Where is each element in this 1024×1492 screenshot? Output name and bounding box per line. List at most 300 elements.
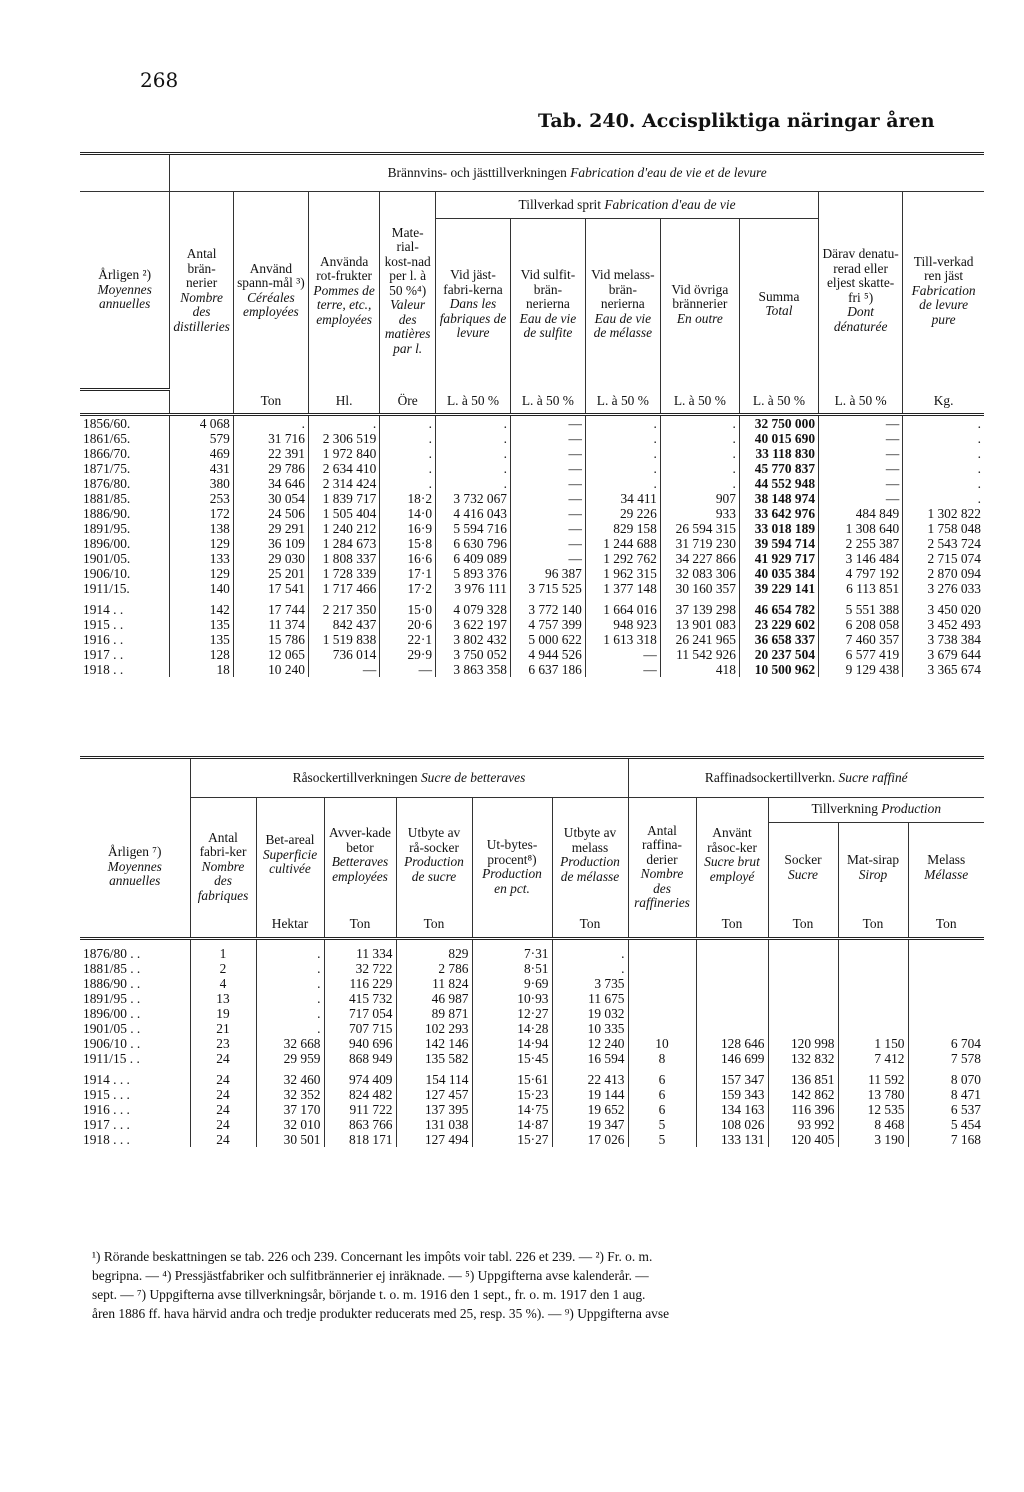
table-cell: 36 109 [233,536,308,551]
table-cell: 1896/00 . . [83,1005,141,1021]
table-cell: 3 365 674 [903,662,984,677]
table-cell: 10·93 [472,991,552,1006]
table-cell: 484 849 [819,506,903,521]
table-cell: 14·94 [472,1036,552,1051]
table-cell [908,1021,984,1036]
table-cell: . [660,415,739,432]
table-cell: — [819,491,903,506]
table-cell: 8 070 [908,1066,984,1087]
prod-header: Tillverkning [811,801,878,817]
table-cell: 32 460 [256,1066,324,1087]
table-cell: 1901/05 . . [83,1020,141,1036]
table-cell: 32 010 [256,1117,324,1132]
unit-cell: Hl. [308,390,379,415]
table-row [80,1036,984,1051]
table-row [80,617,984,632]
table-cell [768,1021,838,1036]
table-cell: 32 352 [256,1087,324,1102]
table-cell: 89 871 [396,1006,472,1021]
table-cell: 431 [170,461,234,476]
unit-cell: Kg. [903,390,984,415]
table-cell: 16 594 [552,1051,628,1066]
table-cell: 1881/85. [83,491,131,506]
table-cell [908,961,984,976]
table-cell: 17·2 [380,581,436,596]
table-cell: 1856/60. [83,416,131,431]
distillery-table [80,152,984,677]
footnote-line: sept. — ⁷) Uppgifterna avse tillverkningsår, börjande t. o. m. 1916 den 1 sept., fr. o. m. 1917 den 1 aug. [92,1287,646,1302]
table-cell: 1915 . . [83,617,124,632]
table-cell: 37 139 298 [660,596,739,617]
table-cell: 12 535 [838,1102,908,1117]
table-cell: — [510,551,585,566]
table-cell: 5 000 622 [510,632,585,647]
table-cell: 3 802 432 [436,632,511,647]
col-fabriker-fr: Nombre des fabriques [197,858,249,903]
table-cell: 40 035 384 [739,566,818,581]
table-cell: 4 416 043 [436,506,511,521]
table-cell: 30 501 [256,1132,324,1147]
col-sirap-fr: Sirop [858,866,888,882]
table-cell: . [585,415,660,432]
table-row [80,662,984,677]
table-cell: 4 079 328 [436,596,511,617]
col-socker: Socker [784,852,822,867]
table-cell: 818 171 [324,1132,396,1147]
col-mel2: Melass [927,852,966,867]
table-cell: 1876/80 . . [83,945,141,961]
table-cell: . [256,961,324,976]
table-cell [838,1021,908,1036]
group-header: Brännvins- och jästtillverkningen [387,164,567,180]
table-cell: 6 [628,1087,696,1102]
table-cell: 18·2 [380,491,436,506]
table-cell: 30 160 357 [660,581,739,596]
table-cell: 3 452 493 [903,617,984,632]
table-cell: . [660,476,739,491]
table-cell: 32 722 [324,961,396,976]
table-cell: 10 [628,1036,696,1051]
table-row [80,1132,984,1147]
table-cell: 129 [170,536,234,551]
table-cell: 4 797 192 [819,566,903,581]
table-cell: 128 [170,647,234,662]
table-cell: 17 744 [233,596,308,617]
table-cell: . [436,461,511,476]
col-rasocker: Utbyte av rå-socker [407,825,461,855]
table-cell: 418 [660,662,739,677]
table-row [80,461,984,476]
table-cell: 1 613 318 [585,632,660,647]
col-year-fr: Moyennes annuelles [97,281,152,312]
table-cell: — [510,461,585,476]
table-cell: 1 728 339 [308,566,379,581]
col-antal-fr: Nombre des distilleries [173,289,230,334]
table-cell: 9·69 [472,976,552,991]
table-cell: 2 [190,961,256,976]
table-cell: 131 038 [396,1117,472,1132]
table-cell: 7 168 [908,1132,984,1147]
table-cell: 34 227 866 [660,551,739,566]
table-cell: 2 543 724 [903,536,984,551]
table-cell: 24 [190,1132,256,1147]
table-cell: 29 226 [585,506,660,521]
table-cell: 146 699 [696,1051,768,1066]
unit-cell: Ton [908,913,984,939]
table-cell: . [660,461,739,476]
unit-cell: L. à 50 % [585,390,660,415]
table-cell: 11 675 [552,991,628,1006]
table-cell: 3 772 140 [510,596,585,617]
table-cell: . [903,431,984,446]
table-cell: 1917 . . . [83,1116,130,1132]
table-cell [768,1006,838,1021]
table-row [80,976,984,991]
table-cell: 11 374 [233,617,308,632]
table-cell: 15·23 [472,1087,552,1102]
sugar-table [80,756,984,1147]
table-row [80,581,984,596]
table-cell: 1914 . . [83,602,124,617]
table-cell: 5 454 [908,1117,984,1132]
table-cell: 907 [660,491,739,506]
table-cell: 25 201 [233,566,308,581]
table-cell: 579 [170,431,234,446]
table-cell: 380 [170,476,234,491]
table-cell: 15·45 [472,1051,552,1066]
unit-cell: L. à 50 % [660,390,739,415]
table-row [80,1021,984,1036]
table-cell: 13 901 083 [660,617,739,632]
table-cell: 15·61 [472,1066,552,1087]
table-cell: — [380,662,436,677]
col-summa: Summa [758,288,800,304]
table-cell: 127 494 [396,1132,472,1147]
table-cell: . [903,476,984,491]
table-cell: 5 893 376 [436,566,511,581]
table-cell: 157 347 [696,1066,768,1087]
table-cell: — [585,647,660,662]
table-cell: 34 646 [233,476,308,491]
table-cell: 1886/90 . . [83,975,141,991]
unit-cell: Ton [838,913,908,939]
table-cell [696,1006,768,1021]
table-cell: 14·28 [472,1021,552,1036]
table-cell: 24 [190,1066,256,1087]
col-spann-fr: Céréales employées [243,289,299,320]
prod-header-fr: Production [881,801,942,817]
table-cell: 1918 . . [83,662,124,677]
table-cell: — [819,446,903,461]
col-ovriga: Vid övriga brännerier [671,281,729,312]
table-cell: 31 719 230 [660,536,739,551]
table-cell: 2 786 [396,961,472,976]
col-year: Årligen ²) [98,267,152,283]
table-cell: 24 506 [233,506,308,521]
table-cell: 2 306 519 [308,431,379,446]
table-cell: 1 302 822 [903,506,984,521]
table-cell [696,938,768,961]
table-cell: 12 240 [552,1036,628,1051]
table-cell: 46 987 [396,991,472,1006]
table-cell: 19 032 [552,1006,628,1021]
table-cell: 32 083 306 [660,566,739,581]
footnote-line: ¹) Rörande beskattningen se tab. 226 och 239. Concernant les impôts voir tabl. 226 et 239. — ²) Fr. o. m. [92,1249,653,1264]
table-cell: . [585,461,660,476]
table-cell: 3 735 [552,976,628,991]
table-cell: 15·8 [380,536,436,551]
table-cell: 29 291 [233,521,308,536]
table-cell: 1915 . . . [83,1086,130,1102]
table-cell: 23 229 602 [739,617,818,632]
table-cell: . [380,476,436,491]
unit-cell: Ton [396,913,472,939]
table-cell: 1918 . . . [83,1131,130,1147]
table-cell: 45 770 837 [739,461,818,476]
table-cell: 868 949 [324,1051,396,1066]
table-cell: 6 [628,1066,696,1087]
table-cell: 1 244 688 [585,536,660,551]
table-cell: 1881/85 . . [83,960,141,976]
table-cell: 6 577 419 [819,647,903,662]
table-cell: 135 [170,617,234,632]
table-cell: . [436,446,511,461]
table-cell: . [256,938,324,961]
table-cell [768,961,838,976]
table-cell: 120 998 [768,1036,838,1051]
table-cell: 34 411 [585,491,660,506]
table-row [80,566,984,581]
table-cell: 15·0 [380,596,436,617]
table-cell: 1871/75. [83,461,131,476]
table-cell: 24 [190,1102,256,1117]
table-cell [908,991,984,1006]
table-cell: 116 396 [768,1102,838,1117]
table-cell: 16·9 [380,521,436,536]
col-anv-fr: Sucre brut employé [704,854,760,884]
col-sulfit: Vid sulfit-brän-nerierna [520,267,576,312]
col-melass2-fr: Production de mélasse [560,854,620,884]
table-cell: 1901/05. [83,551,131,566]
table-cell: 3 738 384 [903,632,984,647]
table-cell [628,1006,696,1021]
table-cell: 93 992 [768,1117,838,1132]
table-cell: 18 [170,662,234,677]
col-socker-fr: Sucre [788,866,818,882]
col-rasocker-fr: Production de sucre [404,854,464,884]
col-betor-fr: Betteraves employées [331,854,389,884]
table-cell: 6 704 [908,1036,984,1051]
table-cell: 6 208 058 [819,617,903,632]
table-row [80,446,984,461]
table-cell: . [256,976,324,991]
sprit-header-fr: Fabrication d'eau de vie [604,196,736,212]
table-cell: 32 668 [256,1036,324,1051]
table-cell: — [510,446,585,461]
table-cell: 1 808 337 [308,551,379,566]
table-cell: — [510,476,585,491]
table-cell [628,1021,696,1036]
unit-cell: L. à 50 % [436,390,511,415]
table-cell: 154 114 [396,1066,472,1087]
table-row [80,632,984,647]
unit-cell: Hektar [256,913,324,939]
table-cell: 933 [660,506,739,521]
table-cell: 1 839 717 [308,491,379,506]
raw-header-fr: Sucre de betteraves [420,769,526,785]
table-cell: 1 717 466 [308,581,379,596]
table-cell: 33 118 830 [739,446,818,461]
table-cell: 17·1 [380,566,436,581]
table-cell: 1 758 048 [903,521,984,536]
table-cell: 11 824 [396,976,472,991]
table-cell: — [819,476,903,491]
table-cell: . [660,431,739,446]
table-cell: 8 468 [838,1117,908,1132]
table-cell: 127 457 [396,1087,472,1102]
col-raff-fr: Nombre des raffineries [634,866,690,910]
table-cell: 1906/10. [83,566,131,581]
table-cell: 1 308 640 [819,521,903,536]
table-cell: 4 944 526 [510,647,585,662]
table-cell: 15 786 [233,632,308,647]
table-cell: . [585,446,660,461]
table-cell: 128 646 [696,1036,768,1051]
table-cell: 29 786 [233,461,308,476]
table-cell: 2 715 074 [903,551,984,566]
table-cell: 136 851 [768,1066,838,1087]
table-cell: 5 594 716 [436,521,511,536]
table-cell: 24 [190,1117,256,1132]
table-row [80,1102,984,1117]
table-cell: 38 148 974 [739,491,818,506]
table-cell: 3 622 197 [436,617,511,632]
unit-cell: L. à 50 % [819,390,903,415]
unit-cell: Öre [380,390,436,415]
table-cell [696,961,768,976]
table-cell: 7 460 357 [819,632,903,647]
table-cell: 3 732 067 [436,491,511,506]
table-cell: 1 664 016 [585,596,660,617]
table-cell: 129 [170,566,234,581]
table-cell: . [380,446,436,461]
table-cell: 6 [628,1102,696,1117]
table-cell: — [510,506,585,521]
table-cell: 1 150 [838,1036,908,1051]
table-cell: 24 [190,1087,256,1102]
table-cell: — [510,415,585,432]
table-cell: . [380,415,436,432]
table-cell: 4 [190,976,256,991]
table-cell: 1911/15 . . [83,1050,140,1066]
table-cell: 3 750 052 [436,647,511,662]
table-cell: 5 [628,1117,696,1132]
table-cell: 11 334 [324,938,396,961]
table-cell: 39 594 714 [739,536,818,551]
table-cell: 842 437 [308,617,379,632]
table-cell: . [903,491,984,506]
table-cell: 96 387 [510,566,585,581]
table-cell: 138 [170,521,234,536]
table-cell: 6 113 851 [819,581,903,596]
table-cell: 1891/95 . . [83,990,141,1006]
table-cell: 1911/15. [83,581,130,596]
table-cell: — [510,521,585,536]
table-cell: 6 537 [908,1102,984,1117]
table-cell: 17 026 [552,1132,628,1147]
col-fabriker: Antal fabri-ker [199,829,247,860]
table-row [80,476,984,491]
table-row [80,1117,984,1132]
sprit-header: Tillverkad sprit [518,196,601,212]
table-cell: 33 018 189 [739,521,818,536]
table-cell: 24 [190,1051,256,1066]
table-cell: 14·0 [380,506,436,521]
table-cell: 26 241 965 [660,632,739,647]
table-cell: 13 [190,991,256,1006]
table-cell: . [256,991,324,1006]
table-cell: 26 594 315 [660,521,739,536]
table-cell: 142 146 [396,1036,472,1051]
table-cell: 1 284 673 [308,536,379,551]
table-cell [768,976,838,991]
unit-cell: L. à 50 % [739,390,818,415]
col-year2-fr: Moyennes annuelles [107,858,162,888]
col-areal: Bet-areal [265,832,315,848]
table-cell: 159 343 [696,1087,768,1102]
table-cell: 1916 . . . [83,1101,130,1117]
table-title: Tab. 240. Accispliktiga näringar åren [538,110,935,132]
col-tillv-fr: Fabrication de levure pure [911,282,976,327]
table-cell: . [903,446,984,461]
table-cell: 10 240 [233,662,308,677]
table-row [80,1087,984,1102]
table-cell: 11 542 926 [660,647,739,662]
col-ovriga-fr: En outre [676,310,723,326]
table-cell: 30 054 [233,491,308,506]
table-cell: 1886/90. [83,506,131,521]
col-betor: Avver-kade betor [329,825,391,855]
table-cell: 134 163 [696,1102,768,1117]
table-cell: 4 068 [170,415,234,432]
table-cell: . [552,938,628,961]
table-cell: 19 [190,1006,256,1021]
table-cell [838,976,908,991]
table-cell: 133 [170,551,234,566]
col-tillv: Till-verkad ren jäst [913,253,974,283]
col-melass2: Utbyte av melass [563,825,617,855]
raw-header: Råsockertillverkningen [292,769,418,785]
table-cell: 15·27 [472,1132,552,1147]
table-cell: . [233,415,308,432]
table-cell: 19 652 [552,1102,628,1117]
table-cell: . [380,431,436,446]
table-cell: 135 [170,632,234,647]
table-cell: 20 237 504 [739,647,818,662]
col-year2: Årligen ⁷) [108,844,162,859]
table-cell: 5 551 388 [819,596,903,617]
table-cell: 142 862 [768,1087,838,1102]
table-row [80,596,984,617]
table-cell: 974 409 [324,1066,396,1087]
table-cell: 911 722 [324,1102,396,1117]
col-melass-fr: Eau de vie de mélasse [593,310,653,341]
col-mat-fr: Valeur des matières par l. [384,297,431,356]
table-cell: 29 959 [256,1051,324,1066]
table-cell: . [436,476,511,491]
table-cell: 415 732 [324,991,396,1006]
table-cell: 1 [190,938,256,961]
